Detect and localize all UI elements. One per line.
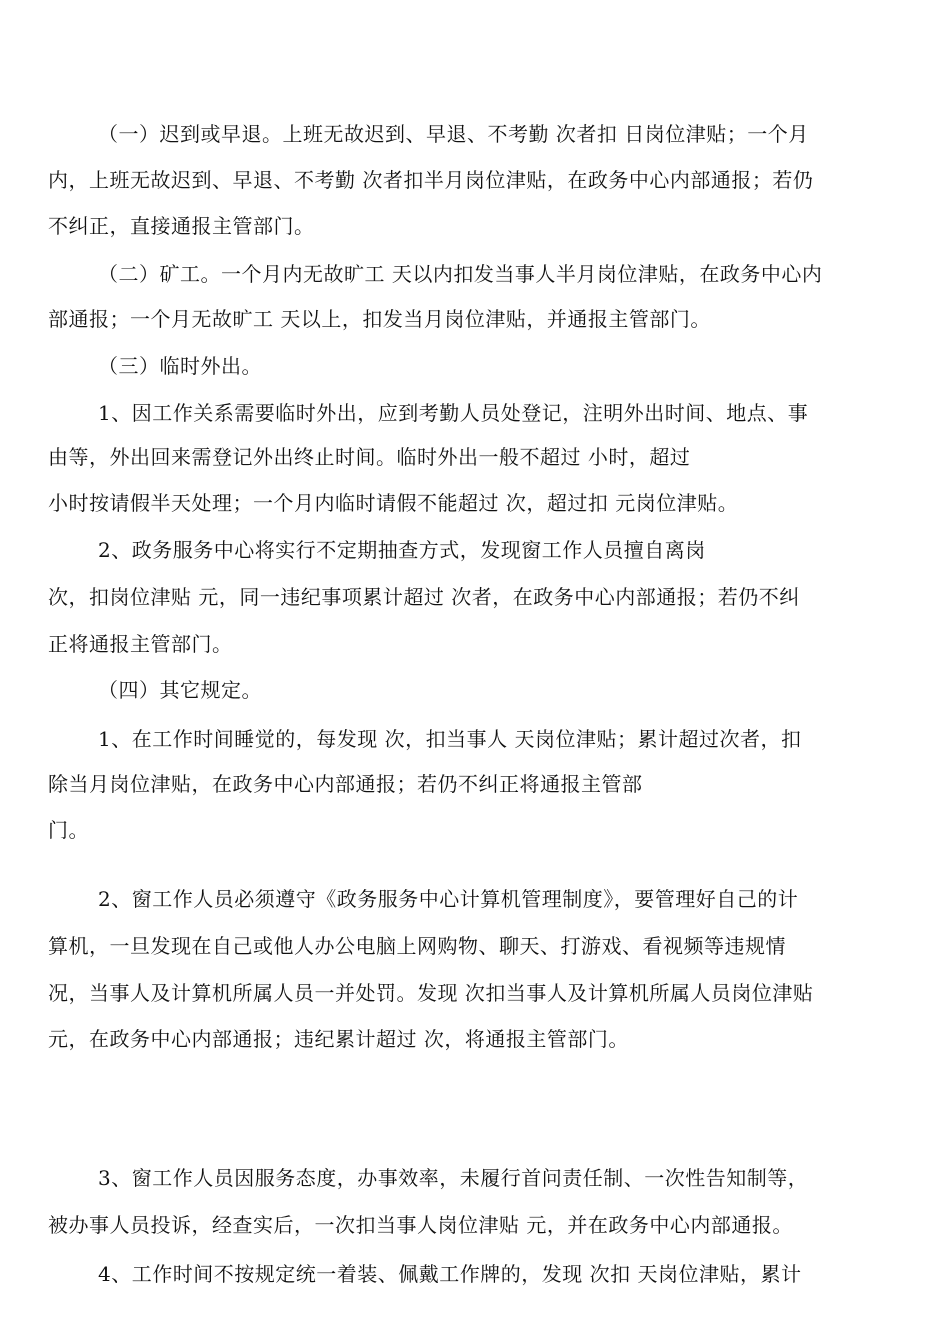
text-line: 由等，外出回来需登记外出终止时间。临时外出一般不超过 小时，超过	[48, 445, 691, 469]
text-line: 3、窗工作人员因服务态度，办事效率，未履行首问责任制、一次性告知制等，	[98, 1166, 809, 1190]
text-line: 算机，一旦发现在自己或他人办公电脑上网购物、聊天、打游戏、看视频等违规情	[48, 934, 786, 958]
text-line: 内，上班无故迟到、早退、不考勤 次者扣半月岗位津贴，在政务中心内部通报；若仍	[48, 168, 814, 192]
section-heading: （三）临时外出。	[98, 354, 262, 378]
text-line: 被办事人员投诉，经查实后，一次扣当事人岗位津贴 元，并在政务中心内部通报。	[48, 1213, 793, 1237]
text-line: 门。	[48, 818, 89, 842]
section-heading: （四）其它规定。	[98, 678, 262, 702]
text-line: （一）迟到或早退。上班无故迟到、早退、不考勤 次者扣 日岗位津贴；一个月	[98, 122, 809, 146]
text-line: 除当月岗位津贴，在政务中心内部通报；若仍不纠正将通报主管部	[48, 772, 643, 796]
text-line: 不纠正，直接通报主管部门。	[48, 214, 315, 238]
text-line: 2、窗工作人员必须遵守《政务服务中心计算机管理制度》，要管理好自己的计	[98, 887, 799, 911]
text-line: 1、因工作关系需要临时外出，应到考勤人员处登记，注明外出时间、地点、事	[98, 401, 809, 425]
text-line: 2、政务服务中心将实行不定期抽查方式，发现窗工作人员擅自离岗	[98, 538, 706, 562]
text-line: 1、在工作时间睡觉的，每发现 次，扣当事人 天岗位津贴；累计超过次者，扣	[98, 727, 802, 751]
text-line: 元，在政务中心内部通报；违纪累计超过 次，将通报主管部门。	[48, 1027, 629, 1051]
text-line: 次，扣岗位津贴 元，同一违纪事项累计超过 次者，在政务中心内部通报；若仍不纠	[48, 585, 800, 609]
text-line: 小时按请假半天处理；一个月内临时请假不能超过 次，超过扣 元岗位津贴。	[48, 491, 739, 515]
text-line: （二）矿工。一个月内无故旷工 天以内扣发当事人半月岗位津贴，在政务中心内	[98, 262, 823, 286]
text-line: 4、工作时间不按规定统一着装、佩戴工作牌的，发现 次扣 天岗位津贴，累计	[98, 1262, 802, 1286]
text-line: 正将通报主管部门。	[48, 632, 233, 656]
text-line: 况，当事人及计算机所属人员一并处罚。发现 次扣当事人及计算机所属人员岗位津贴	[48, 981, 814, 1005]
text-line: 部通报；一个月无故旷工 天以上，扣发当月岗位津贴，并通报主管部门。	[48, 307, 711, 331]
